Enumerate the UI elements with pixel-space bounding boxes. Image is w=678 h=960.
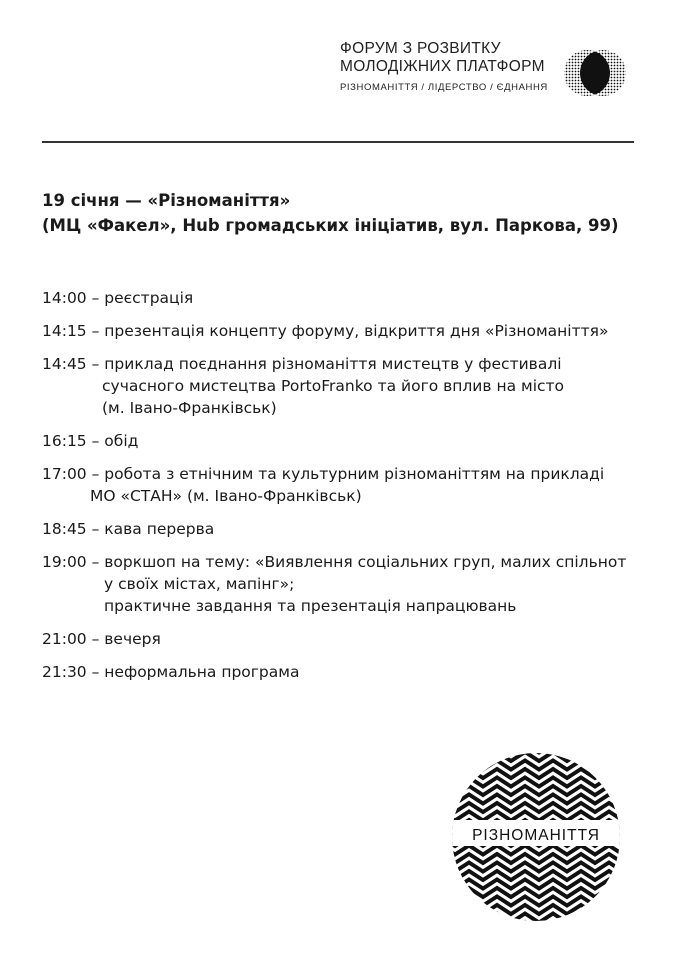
forum-title-line2: МОЛОДІЖНИХ ПЛАТФОРМ bbox=[340, 58, 545, 75]
schedule-row bbox=[42, 463, 652, 485]
schedule-row bbox=[42, 430, 652, 452]
schedule-description: обід bbox=[104, 432, 139, 450]
schedule-item bbox=[42, 463, 652, 507]
schedule-description: реєстрація bbox=[104, 289, 194, 307]
schedule-time: 21:30 bbox=[42, 663, 87, 681]
schedule-row bbox=[42, 628, 652, 650]
schedule-description: кава перерва bbox=[104, 520, 215, 538]
schedule-row bbox=[42, 518, 652, 540]
badge-label: РІЗНОМАНІТТЯ bbox=[472, 827, 600, 844]
overlapping-circles-logo-icon bbox=[562, 40, 628, 106]
schedule-row bbox=[42, 551, 652, 573]
schedule-separator: – bbox=[86, 355, 105, 373]
schedule-description: приклад поєднання різноманіття мистецтв у фестивалі bbox=[104, 355, 562, 373]
event-heading bbox=[42, 188, 642, 238]
schedule-separator: – bbox=[86, 630, 105, 648]
schedule-time: 16:15 bbox=[42, 432, 87, 450]
schedule-description: вечеря bbox=[104, 630, 161, 648]
forum-title-line1: ФОРУМ З РОЗВИТКУ bbox=[340, 40, 501, 57]
schedule-description-continued: МО «СТАН» (м. Івано-Франківськ) bbox=[90, 487, 362, 505]
forum-subtitle: РІЗНОМАНІТТЯ / ЛІДЕРСТВО / ЄДНАННЯ bbox=[340, 82, 548, 93]
schedule-description-continued: у своїх містах, мапінг»; bbox=[104, 575, 295, 593]
schedule-item bbox=[42, 287, 652, 309]
schedule-separator: – bbox=[86, 553, 105, 571]
schedule-list bbox=[42, 287, 652, 694]
schedule-row bbox=[42, 320, 652, 342]
schedule-item bbox=[42, 320, 652, 342]
schedule-separator: – bbox=[86, 663, 105, 681]
schedule-separator: – bbox=[86, 520, 105, 538]
schedule-row bbox=[42, 661, 652, 683]
schedule-time: 14:15 bbox=[42, 322, 87, 340]
schedule-item bbox=[42, 628, 652, 650]
schedule-description: неформальна програма bbox=[104, 663, 300, 681]
schedule-description: робота з етнічним та культурним різноманіттям на прикладі bbox=[104, 465, 605, 483]
schedule-time: 19:00 bbox=[42, 553, 87, 571]
schedule-row bbox=[42, 353, 652, 375]
zigzag-circle-badge-icon bbox=[451, 752, 621, 922]
schedule-description-continued: практичне завдання та презентація напрацювань bbox=[104, 597, 517, 615]
schedule-time: 17:00 bbox=[42, 465, 87, 483]
schedule-row bbox=[42, 287, 652, 309]
forum-header bbox=[340, 40, 660, 110]
schedule-description-continued: сучасного мистецтва PortoFranko та його вплив на місто bbox=[102, 377, 565, 395]
schedule-separator: – bbox=[86, 432, 105, 450]
event-date-title: 19 січня — «Різноманіття» bbox=[42, 191, 291, 210]
schedule-separator: – bbox=[86, 289, 105, 307]
schedule-time: 21:00 bbox=[42, 630, 87, 648]
schedule-item bbox=[42, 518, 652, 540]
schedule-description: презентація концепту форуму, відкриття дня «Різноманіття» bbox=[104, 322, 609, 340]
schedule-time: 18:45 bbox=[42, 520, 87, 538]
schedule-item bbox=[42, 353, 652, 419]
badge-zigzag-stripe bbox=[451, 752, 621, 753]
schedule-description-continued: (м. Івано-Франківськ) bbox=[102, 399, 277, 417]
schedule-time: 14:00 bbox=[42, 289, 87, 307]
schedule-time: 14:45 bbox=[42, 355, 87, 373]
schedule-item bbox=[42, 430, 652, 452]
schedule-separator: – bbox=[86, 322, 105, 340]
schedule-description: воркшоп на тему: «Виявлення соціальних груп, малих спільнот bbox=[104, 553, 627, 571]
schedule-separator: – bbox=[86, 465, 105, 483]
schedule-item bbox=[42, 661, 652, 683]
schedule-item bbox=[42, 551, 652, 617]
header-divider bbox=[42, 141, 634, 143]
event-venue: (МЦ «Факел», Hub громадських ініціатив, вул. Паркова, 99) bbox=[42, 216, 619, 235]
